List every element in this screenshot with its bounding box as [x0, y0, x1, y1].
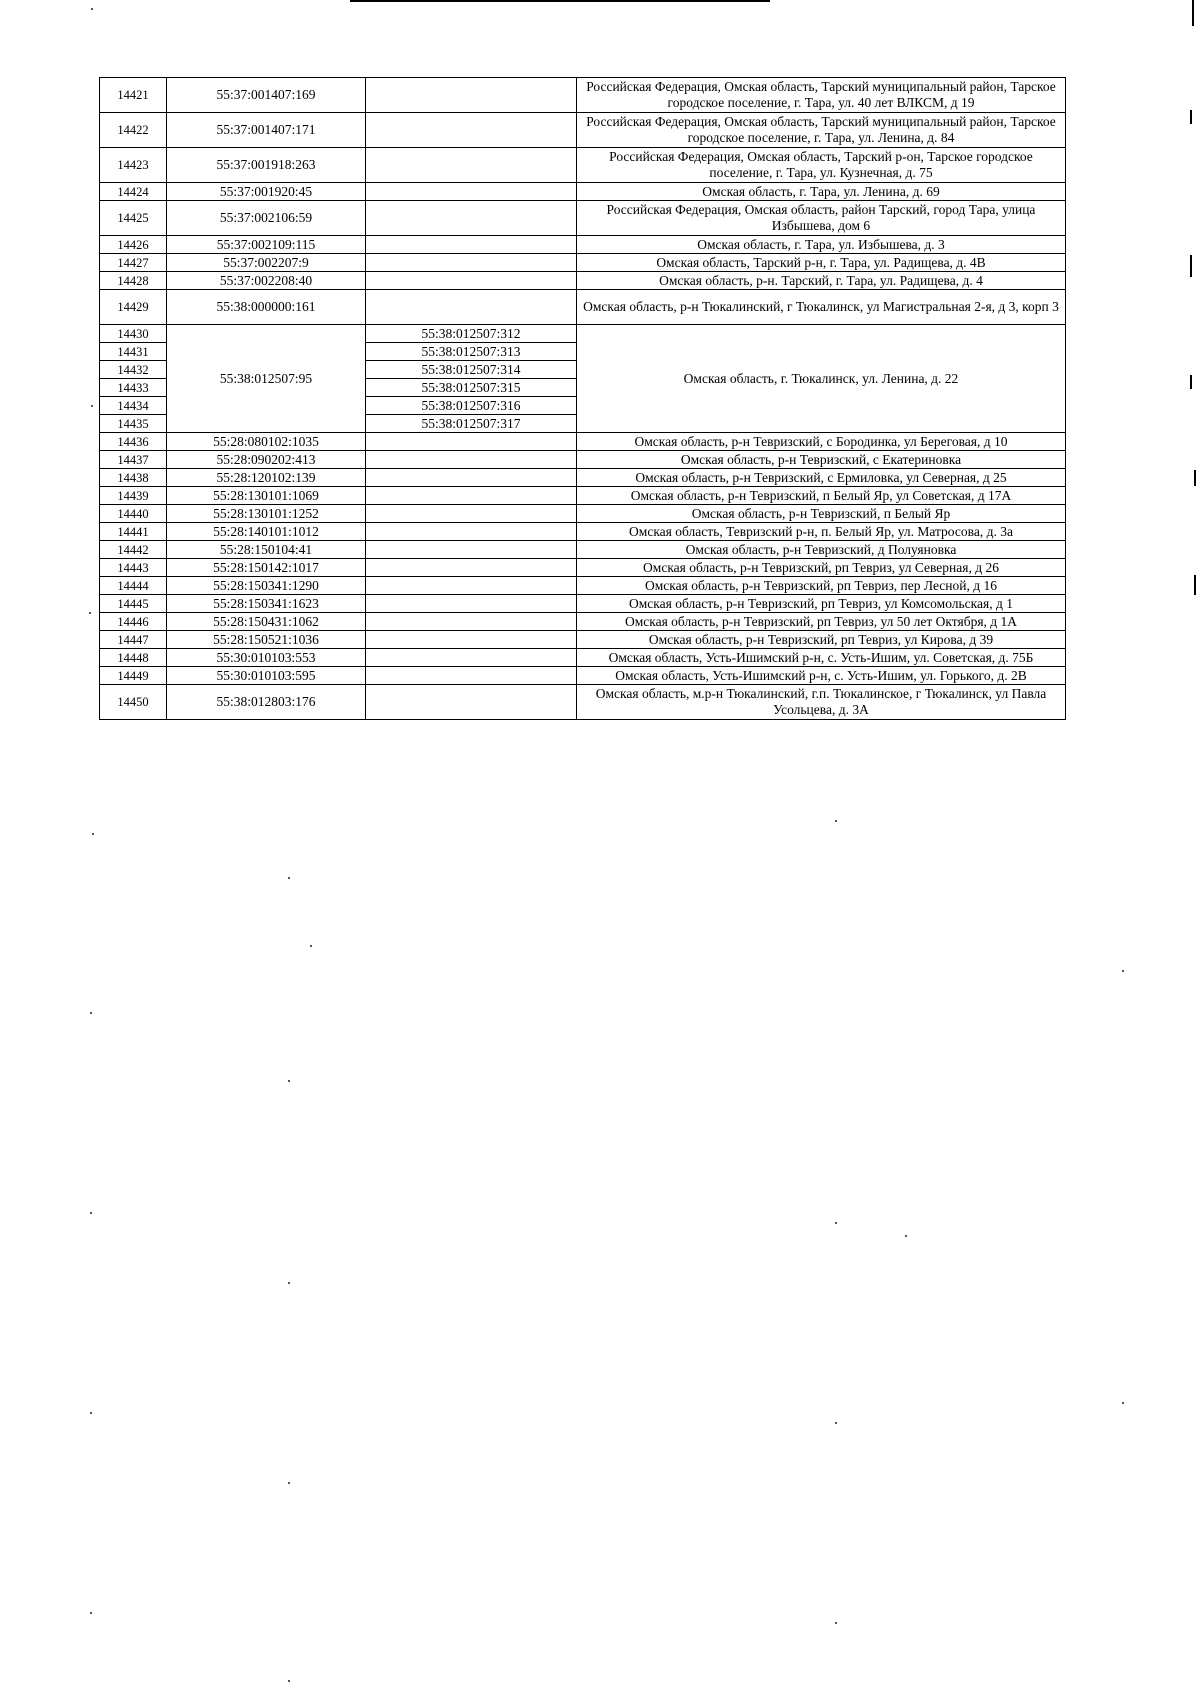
address: Российская Федерация, Омская область, Тарский р-он, Тарское городское поселение, г. Тара, ул. Кузнечная, д. 75	[577, 148, 1066, 183]
row-number: 14439	[100, 487, 167, 505]
sub-cadastral-number	[366, 451, 577, 469]
row-number: 14447	[100, 631, 167, 649]
row-number: 14431	[100, 343, 167, 361]
sub-cadastral-number	[366, 236, 577, 254]
cadastral-number: 55:37:002109:115	[167, 236, 366, 254]
row-number: 14433	[100, 379, 167, 397]
cadastral-number: 55:37:001407:169	[167, 78, 366, 113]
scan-dot	[288, 1282, 290, 1284]
sub-cadastral-number	[366, 148, 577, 183]
table-row	[100, 183, 1066, 201]
row-number: 14436	[100, 433, 167, 451]
sub-cadastral-number: 55:38:012507:313	[366, 343, 577, 361]
sub-cadastral-number	[366, 541, 577, 559]
sub-cadastral-number	[366, 290, 577, 325]
address: Омская область, м.р-н Тюкалинский, г.п. Тюкалинское, г Тюкалинск, ул Павла Усольцева, д. 3А	[577, 685, 1066, 720]
table-row	[100, 541, 1066, 559]
row-number: 14448	[100, 649, 167, 667]
cadastral-number: 55:28:090202:413	[167, 451, 366, 469]
address: Российская Федерация, Омская область, район Тарский, город Тара, улица Избышева, дом 6	[577, 201, 1066, 236]
cadastral-number: 55:38:012803:176	[167, 685, 366, 720]
scan-edge-mark	[1194, 575, 1196, 595]
cadastral-number: 55:28:150521:1036	[167, 631, 366, 649]
scan-dot	[1122, 970, 1124, 972]
address: Омская область, р-н Тевризский, рп Тевриз, пер Лесной, д 16	[577, 577, 1066, 595]
table-row	[100, 613, 1066, 631]
address: Омская область, Усть-Ишимский р-н, с. Усть-Ишим, ул. Советская, д. 75Б	[577, 649, 1066, 667]
row-number: 14442	[100, 541, 167, 559]
cadastral-number: 55:38:012507:95	[167, 325, 366, 433]
cadastral-number: 55:28:130101:1252	[167, 505, 366, 523]
cadastral-number: 55:28:150142:1017	[167, 559, 366, 577]
sub-cadastral-number	[366, 577, 577, 595]
cadastral-number: 55:38:000000:161	[167, 290, 366, 325]
scan-top-line	[350, 0, 770, 2]
sub-cadastral-number	[366, 254, 577, 272]
sub-cadastral-number	[366, 559, 577, 577]
scan-dot	[288, 1680, 290, 1682]
scan-edge-line	[1192, 0, 1194, 26]
row-number: 14423	[100, 148, 167, 183]
row-number: 14449	[100, 667, 167, 685]
cadastral-number: 55:37:002207:9	[167, 254, 366, 272]
row-number: 14421	[100, 78, 167, 113]
scan-dot	[288, 1080, 290, 1082]
scan-dot	[310, 945, 312, 947]
sub-cadastral-number: 55:38:012507:314	[366, 361, 577, 379]
cadastral-number: 55:37:001407:171	[167, 113, 366, 148]
scan-dot	[92, 833, 94, 835]
scan-dot	[905, 1235, 907, 1237]
address: Омская область, р-н Тевризский, рп Тевриз, ул Северная, д 26	[577, 559, 1066, 577]
table-row	[100, 113, 1066, 148]
address: Омская область, Тевризский р-н, п. Белый Яр, ул. Матросова, д. 3а	[577, 523, 1066, 541]
sub-cadastral-number	[366, 469, 577, 487]
cadastral-number: 55:28:150104:41	[167, 541, 366, 559]
row-number: 14430	[100, 325, 167, 343]
table-row	[100, 201, 1066, 236]
row-number: 14432	[100, 361, 167, 379]
cadastral-number: 55:28:140101:1012	[167, 523, 366, 541]
table-row	[100, 595, 1066, 613]
sub-cadastral-number	[366, 595, 577, 613]
table-row	[100, 667, 1066, 685]
table-row	[100, 505, 1066, 523]
table-row	[100, 325, 1066, 343]
address: Омская область, г. Тара, ул. Ленина, д. 69	[577, 183, 1066, 201]
row-number: 14445	[100, 595, 167, 613]
sub-cadastral-number	[366, 272, 577, 290]
cadastral-number: 55:28:150341:1290	[167, 577, 366, 595]
table-row	[100, 631, 1066, 649]
table-row	[100, 523, 1066, 541]
sub-cadastral-number	[366, 505, 577, 523]
table-row	[100, 487, 1066, 505]
cadastral-number: 55:37:002208:40	[167, 272, 366, 290]
sub-cadastral-number	[366, 183, 577, 201]
address: Омская область, р-н. Тарский, г. Тара, ул. Радищева, д. 4	[577, 272, 1066, 290]
scan-dot	[288, 877, 290, 879]
address: Омская область, р-н Тевризский, рп Тевриз, ул Кирова, д 39	[577, 631, 1066, 649]
cadastral-number: 55:28:080102:1035	[167, 433, 366, 451]
scan-dot	[1122, 1402, 1124, 1404]
address: Омская область, р-н Тевризский, с Бородинка, ул Береговая, д 10	[577, 433, 1066, 451]
sub-cadastral-number	[366, 201, 577, 236]
scan-edge-mark	[1190, 375, 1192, 389]
row-number: 14437	[100, 451, 167, 469]
scan-dot	[89, 612, 91, 614]
scan-dot	[91, 405, 93, 407]
address: Российская Федерация, Омская область, Тарский муниципальный район, Тарское городское поселение, г. Тара, ул. Ленина, д. 84	[577, 113, 1066, 148]
sub-cadastral-number	[366, 487, 577, 505]
scan-dot	[91, 8, 93, 10]
cadastral-number: 55:37:002106:59	[167, 201, 366, 236]
sub-cadastral-number	[366, 613, 577, 631]
sub-cadastral-number	[366, 631, 577, 649]
table-row	[100, 685, 1066, 720]
sub-cadastral-number	[366, 433, 577, 451]
table-row	[100, 148, 1066, 183]
scan-dot	[90, 1212, 92, 1214]
cadastral-number: 55:37:001918:263	[167, 148, 366, 183]
scan-edge-mark	[1194, 470, 1196, 486]
sub-cadastral-number	[366, 523, 577, 541]
cadastral-number: 55:28:130101:1069	[167, 487, 366, 505]
address: Омская область, р-н Тевризский, с Екатериновка	[577, 451, 1066, 469]
address: Омская область, р-н Тевризский, д Полуяновка	[577, 541, 1066, 559]
scan-dot	[835, 1222, 837, 1224]
row-number: 14425	[100, 201, 167, 236]
row-number: 14428	[100, 272, 167, 290]
row-number: 14441	[100, 523, 167, 541]
address: Омская область, Тарский р-н, г. Тара, ул. Радищева, д. 4В	[577, 254, 1066, 272]
scan-dot	[90, 1412, 92, 1414]
sub-cadastral-number	[366, 78, 577, 113]
table-row	[100, 433, 1066, 451]
sub-cadastral-number: 55:38:012507:316	[366, 397, 577, 415]
table-row	[100, 254, 1066, 272]
row-number: 14426	[100, 236, 167, 254]
table-row	[100, 290, 1066, 325]
table-row	[100, 236, 1066, 254]
scan-dot	[835, 1422, 837, 1424]
sub-cadastral-number	[366, 113, 577, 148]
scan-edge-mark	[1190, 110, 1192, 124]
scan-dot	[288, 1482, 290, 1484]
sub-cadastral-number	[366, 667, 577, 685]
row-number: 14440	[100, 505, 167, 523]
address: Омская область, р-н Тевризский, п Белый Яр, ул Советская, д 17А	[577, 487, 1066, 505]
table-row	[100, 272, 1066, 290]
cadastral-number: 55:28:120102:139	[167, 469, 366, 487]
table-row	[100, 451, 1066, 469]
address: Российская Федерация, Омская область, Тарский муниципальный район, Тарское городское поселение, г. Тара, ул. 40 лет ВЛКСМ, д 19	[577, 78, 1066, 113]
table-row	[100, 469, 1066, 487]
sub-cadastral-number: 55:38:012507:312	[366, 325, 577, 343]
address: Омская область, р-н Тевризский, рп Тевриз, ул Комсомольская, д 1	[577, 595, 1066, 613]
address: Омская область, р-н Тевризский, с Ермиловка, ул Северная, д 25	[577, 469, 1066, 487]
sub-cadastral-number	[366, 649, 577, 667]
address: Омская область, р-н Тевризский, п Белый Яр	[577, 505, 1066, 523]
cadastral-number: 55:28:150431:1062	[167, 613, 366, 631]
address: Омская область, Усть-Ишимский р-н, с. Усть-Ишим, ул. Горького, д. 2В	[577, 667, 1066, 685]
sub-cadastral-number: 55:38:012507:315	[366, 379, 577, 397]
table-row	[100, 577, 1066, 595]
address: Омская область, р-н Тюкалинский, г Тюкалинск, ул Магистральная 2-я, д 3, корп 3	[577, 290, 1066, 325]
scan-dot	[835, 1622, 837, 1624]
table-row	[100, 78, 1066, 113]
scan-dot	[90, 1612, 92, 1614]
cadastral-number: 55:28:150341:1623	[167, 595, 366, 613]
scan-dot	[90, 1012, 92, 1014]
cadastral-number: 55:30:010103:595	[167, 667, 366, 685]
registry-table	[99, 77, 1066, 720]
sub-cadastral-number	[366, 685, 577, 720]
address: Омская область, р-н Тевризский, рп Тевриз, ул 50 лет Октября, д 1А	[577, 613, 1066, 631]
table-row	[100, 559, 1066, 577]
cadastral-number: 55:30:010103:553	[167, 649, 366, 667]
scan-dot	[835, 820, 837, 822]
row-number: 14424	[100, 183, 167, 201]
cadastral-number: 55:37:001920:45	[167, 183, 366, 201]
row-number: 14450	[100, 685, 167, 720]
scan-edge-mark	[1190, 255, 1192, 277]
row-number: 14422	[100, 113, 167, 148]
row-number: 14444	[100, 577, 167, 595]
row-number: 14443	[100, 559, 167, 577]
table-row	[100, 649, 1066, 667]
row-number: 14446	[100, 613, 167, 631]
address: Омская область, г. Тюкалинск, ул. Ленина, д. 22	[577, 325, 1066, 433]
row-number: 14429	[100, 290, 167, 325]
row-number: 14427	[100, 254, 167, 272]
row-number: 14435	[100, 415, 167, 433]
address: Омская область, г. Тара, ул. Избышева, д. 3	[577, 236, 1066, 254]
row-number: 14438	[100, 469, 167, 487]
sub-cadastral-number: 55:38:012507:317	[366, 415, 577, 433]
row-number: 14434	[100, 397, 167, 415]
